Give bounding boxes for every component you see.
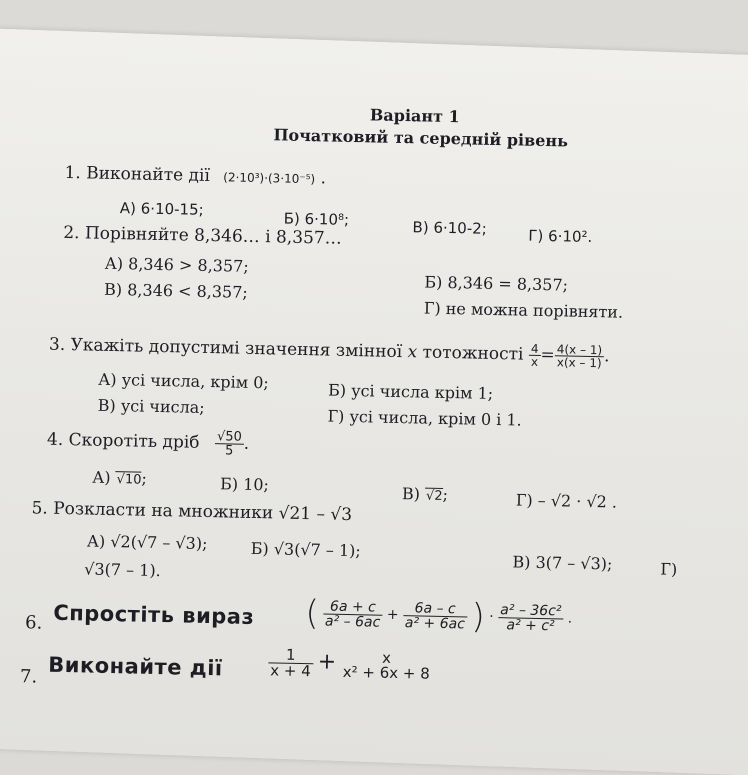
q7-fraction-b (341, 649, 433, 681)
q3-variable: x (407, 342, 418, 363)
q6-dot: · (489, 608, 494, 626)
q5-option-d-value: √3(7 – 1). (84, 559, 161, 581)
q5-option-c: В) 3(7 – √3); (512, 552, 613, 574)
q2-option-d: Г) не можна порівняти. (423, 298, 624, 322)
q5-prompt: 5. Розкласти на множники √21 – √3 (31, 498, 353, 526)
q3-f1-den: x (530, 354, 539, 369)
q4-den: 5 (224, 443, 234, 459)
q7-fraction-a (268, 647, 313, 679)
q2-option-b: Б) 8,346 = 8,357; (424, 272, 569, 295)
q4-option-c-value: √2 (425, 488, 443, 504)
q3-f2-den: x(x – 1) (556, 355, 602, 371)
q4-num: √50 (216, 429, 243, 445)
q3-prompt (49, 333, 610, 370)
q3-f1-num: 4 (530, 341, 539, 356)
q2-prompt: 2. Порівняйте 8,346… і 8,357… (63, 222, 342, 249)
q6-c-num: a² – 36c² (500, 601, 562, 619)
q4-fraction (215, 430, 244, 458)
level-title: Початковий та середній рівень (273, 125, 569, 151)
q6-prompt: Спростіть вираз (53, 600, 255, 630)
q3-prompt-text: 3. Укажіть допустимі значення змінної (48, 334, 403, 363)
q7-b-num: x (381, 648, 392, 667)
q7-a-den: x + 4 (270, 661, 311, 681)
q3-word: тотожності (422, 342, 524, 365)
q1-prompt-text: 1. Виконайте дії (64, 162, 211, 186)
q1-option-b: Б) 6·10⁸; (283, 209, 350, 229)
q7-prompt: Виконайте дії (48, 652, 223, 681)
q4-option-a-label: А) (92, 467, 111, 487)
q5-option-b: Б) √3(√7 – 1); (250, 538, 362, 561)
q7-number: 7. (19, 666, 38, 688)
q4-option-c-end: ; (442, 484, 449, 505)
q2-option-a: А) 8,346 > 8,357; (104, 253, 249, 276)
q6-c-den: a² + c² (506, 616, 555, 634)
q5-option-d: Г) (660, 559, 678, 579)
q6-left-paren: ( (305, 593, 320, 634)
q6-a-den: a² – 6ac (324, 613, 381, 631)
q4-option-b: Б) 10; (219, 474, 270, 495)
q4-option-a-end: ; (141, 468, 148, 488)
q3-option-c: В) усі числа; (97, 395, 205, 417)
q3-option-b: Б) усі числа крім 1; (327, 380, 494, 403)
q3-fraction-left (529, 343, 541, 368)
q4-end: . (243, 433, 250, 454)
q6-fraction-c (498, 603, 564, 633)
q3-equals: = (540, 344, 555, 366)
q6-b-den: a² + 6ac (404, 614, 466, 632)
q6-end: . (567, 610, 573, 627)
q4-option-c (402, 486, 448, 503)
q6-b-num: 6a – c (403, 601, 467, 617)
variant-title: Варіант 1 (369, 105, 460, 127)
q3-fraction-right (554, 343, 604, 369)
q4-option-c-label: В) (401, 484, 421, 504)
q6-number: 6. (24, 612, 43, 634)
q5-option-a: А) √2(√7 – √3); (86, 531, 208, 554)
q6-fraction-a (323, 599, 383, 629)
q3-option-a: А) усі числа, крім 0; (98, 369, 269, 393)
q6-expression (305, 593, 573, 637)
q6-a-num: 6a + c (323, 599, 383, 615)
q6-plus: + (386, 606, 399, 624)
q3-option-d: Г) усі числа, крім 0 і 1. (327, 406, 522, 430)
q1-prompt (64, 162, 327, 189)
q1-option-a: А) 6·10-15; (119, 199, 204, 219)
q7-plus: + (317, 649, 337, 675)
q3-end: . (603, 346, 610, 367)
q4-option-a-value: √10 (116, 472, 142, 488)
q7-expression (268, 647, 432, 681)
q7-a-num: 1 (268, 647, 313, 664)
q1-option-d: Г) 6·10². (528, 226, 593, 247)
q4-option-d: Г) – √2 · √2 . (515, 490, 618, 512)
q1-end: . (320, 168, 327, 189)
q6-right-paren: ) (471, 596, 486, 637)
q1-option-c: В) 6·10-2; (412, 218, 488, 238)
q4-prompt-text: 4. Скоротіть дріб (46, 429, 200, 453)
q1-expression: (2·10³)·(3·10⁻⁵) (223, 170, 316, 187)
q3-f2-num: 4(x – 1) (556, 342, 603, 358)
q4-prompt (47, 427, 250, 458)
q2-option-c: В) 8,346 < 8,357; (103, 279, 248, 302)
q6-fraction-b (403, 601, 468, 631)
q4-option-a (92, 467, 148, 488)
q7-b-den: x² + 6x + 8 (342, 662, 430, 683)
